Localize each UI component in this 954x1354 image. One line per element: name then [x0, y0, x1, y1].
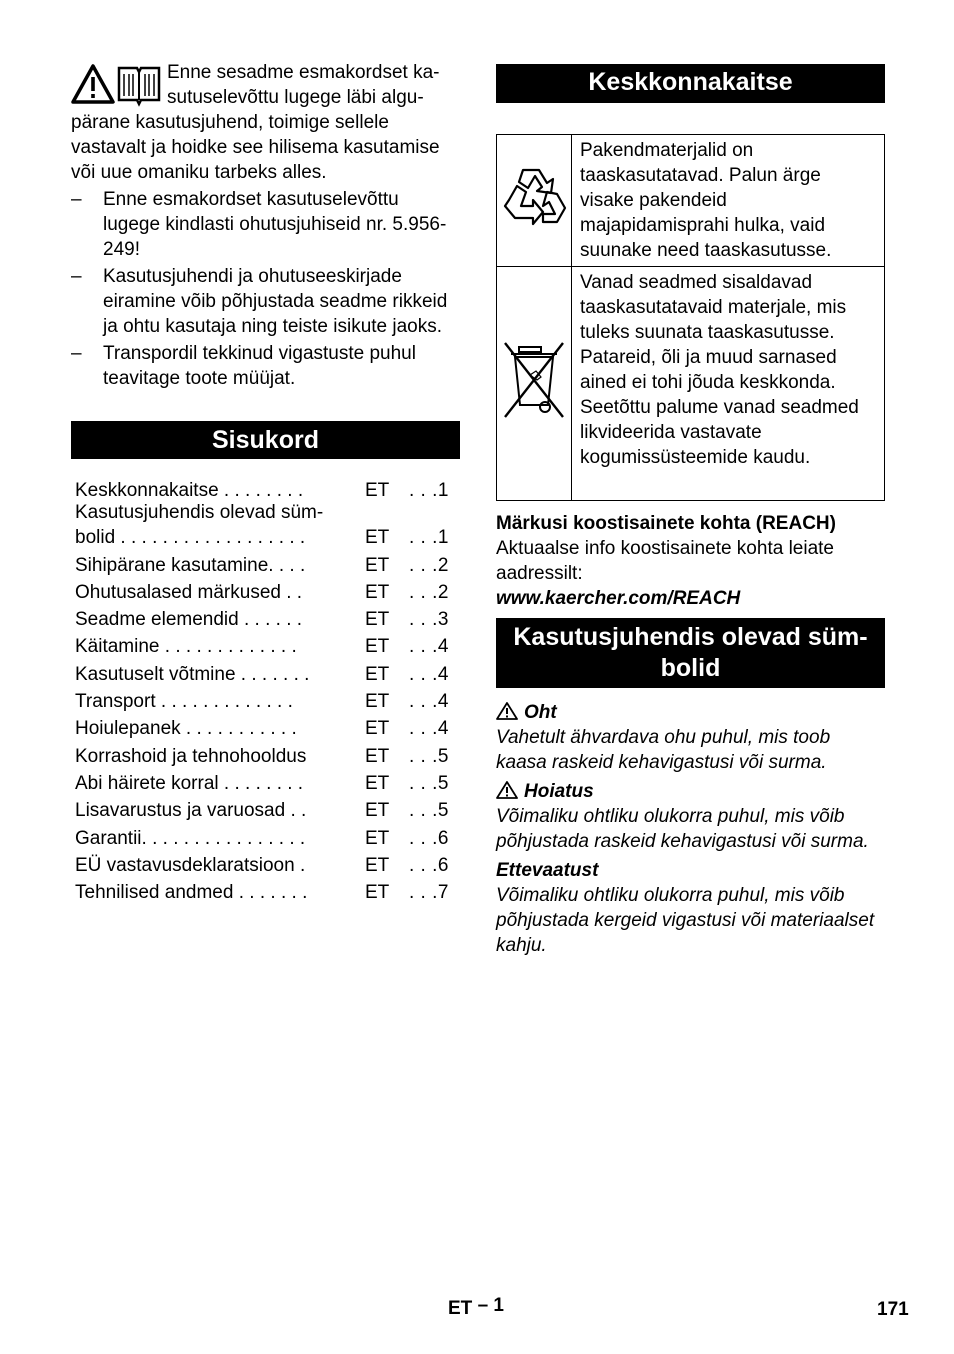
- table-of-contents: [75, 476, 460, 905]
- table-row: [497, 267, 885, 501]
- toc-heading: Sisukord: [71, 421, 460, 459]
- toc-row[interactable]: Garantii. . . . . . . . . . . . . . . . ET . . .6: [75, 827, 449, 849]
- toc-row[interactable]: Käitamine . . . . . . . . . . . . . ET . . .4: [75, 636, 449, 658]
- toc-row[interactable]: EÜ vastavusdeklaratsioon . ET . . .6: [75, 854, 449, 876]
- crossed-bin-icon: [501, 339, 567, 421]
- list-item: – Enne esmakordset kasutuselevõttu lugege kindlasti ohutusjuhiseid nr. 5.956-249!: [71, 189, 447, 260]
- toc-row[interactable]: Korrashoid ja tehnohooldus ET . . .5: [75, 745, 449, 767]
- toc-row[interactable]: Tehnilised andmed . . . . . . . ET . . .7: [75, 882, 449, 904]
- reach-heading: Märkusi koostisainete kohta (REACH): [496, 513, 836, 534]
- toc-row[interactable]: Sihipärane kasutamine. . . . ET . . .2: [75, 554, 449, 576]
- reach-link[interactable]: www.kaercher.com/REACH: [496, 588, 741, 609]
- danger-heading: Oht: [496, 700, 885, 725]
- warning-manual-icon: [71, 62, 161, 108]
- toc-row[interactable]: Seadme elemendid . . . . . . ET . . .3: [75, 609, 449, 631]
- toc-row[interactable]: Ohutusalased märkused . . ET . . .2: [75, 581, 449, 603]
- toc-row[interactable]: Abi häirete korral . . . . . . . . ET . . .5: [75, 772, 449, 794]
- intro-icons: [71, 62, 161, 108]
- toc-row[interactable]: Transport . . . . . . . . . . . . . ET . . .4: [75, 691, 449, 713]
- intro-text: Enne sesadme esmakordset ka- sutuselevõttu lugege läbi algu- pärane kasutusjuhend, toimige sellele vastavalt ja hoidke see hilisema kasutamise või uue omaniku tarbeks alles.: [71, 62, 440, 183]
- list-item: – Transpordil tekkinud vigastuste puhul teavitage toote müüjat.: [71, 343, 416, 389]
- warning-heading: Hoiatus: [496, 779, 885, 804]
- page-number: 171: [877, 1299, 909, 1320]
- environment-table: [496, 134, 885, 501]
- list-item: – Kasutusjuhendi ja ohutuseeskirjade eiramine võib põhjustada seadme rikkeid ja ohtu kasutaja ning teiste isikute jaoks.: [71, 266, 448, 337]
- toc-row[interactable]: Kasutuselt võtmine . . . . . . . ET . . .4: [75, 663, 449, 685]
- toc-row[interactable]: Keskkonnakaitse . . . . . . . . ET . . .1: [75, 480, 449, 502]
- caution-text: Võimaliku ohtliku olukorra puhul, mis võib põhjustada kergeid vigastusi või materiaalset kahju.: [496, 885, 875, 956]
- caution-heading: Ettevaatust: [496, 860, 599, 881]
- warning-text: Võimaliku ohtliku olukorra puhul, mis võib põhjustada raskeid kehavigastusi või surma.: [496, 806, 869, 852]
- reach-section: [496, 511, 885, 611]
- toc-row[interactable]: Kasutusjuhendis olevad süm- bolid . . . . . . . . . . . . . . . . . . ET . . .1: [75, 502, 449, 549]
- intro-bullets: [71, 187, 460, 391]
- recycling-text: Pakendmaterjalid on taaskasutatavad. Palun ärge visake pakendeid majapidamisprahi hulka, vaid suunake need taaskasutusse.: [572, 135, 885, 267]
- environment-heading: Keskkonnakaitse: [496, 64, 885, 103]
- toc-row[interactable]: Hoiulepanek . . . . . . . . . . . ET . . .4: [75, 718, 449, 740]
- warning-triangle-icon: [496, 702, 518, 720]
- footer-section-marker: ET – 1: [448, 1295, 504, 1319]
- table-row: [497, 135, 885, 267]
- reach-text: Aktuaalse info koostisainete kohta leiate aadressilt:: [496, 538, 834, 584]
- danger-text: Vahetult ähvardava ohu puhul, mis toob kaasa raskeid kehavigastusi või surma.: [496, 727, 831, 773]
- weee-text: Vanad seadmed sisaldavad taaskasutatavaid materjale, mis tuleks suunata taaskasutusse. Patareid, õli ja muud sarnased ained ei tohi jõuda keskkonda. Seetõttu palume vanad seadmed likvideerida vastavate kogumissüsteemide kaudu.: [572, 267, 885, 501]
- symbols-section: [496, 696, 885, 958]
- recycling-icon: [497, 160, 571, 234]
- intro-section: [71, 60, 460, 391]
- symbols-heading: Kasutusjuhendis olevad süm- bolid: [496, 618, 885, 688]
- toc-row[interactable]: Lisavarustus ja varuosad . . ET . . .5: [75, 800, 449, 822]
- warning-triangle-icon: [496, 781, 518, 799]
